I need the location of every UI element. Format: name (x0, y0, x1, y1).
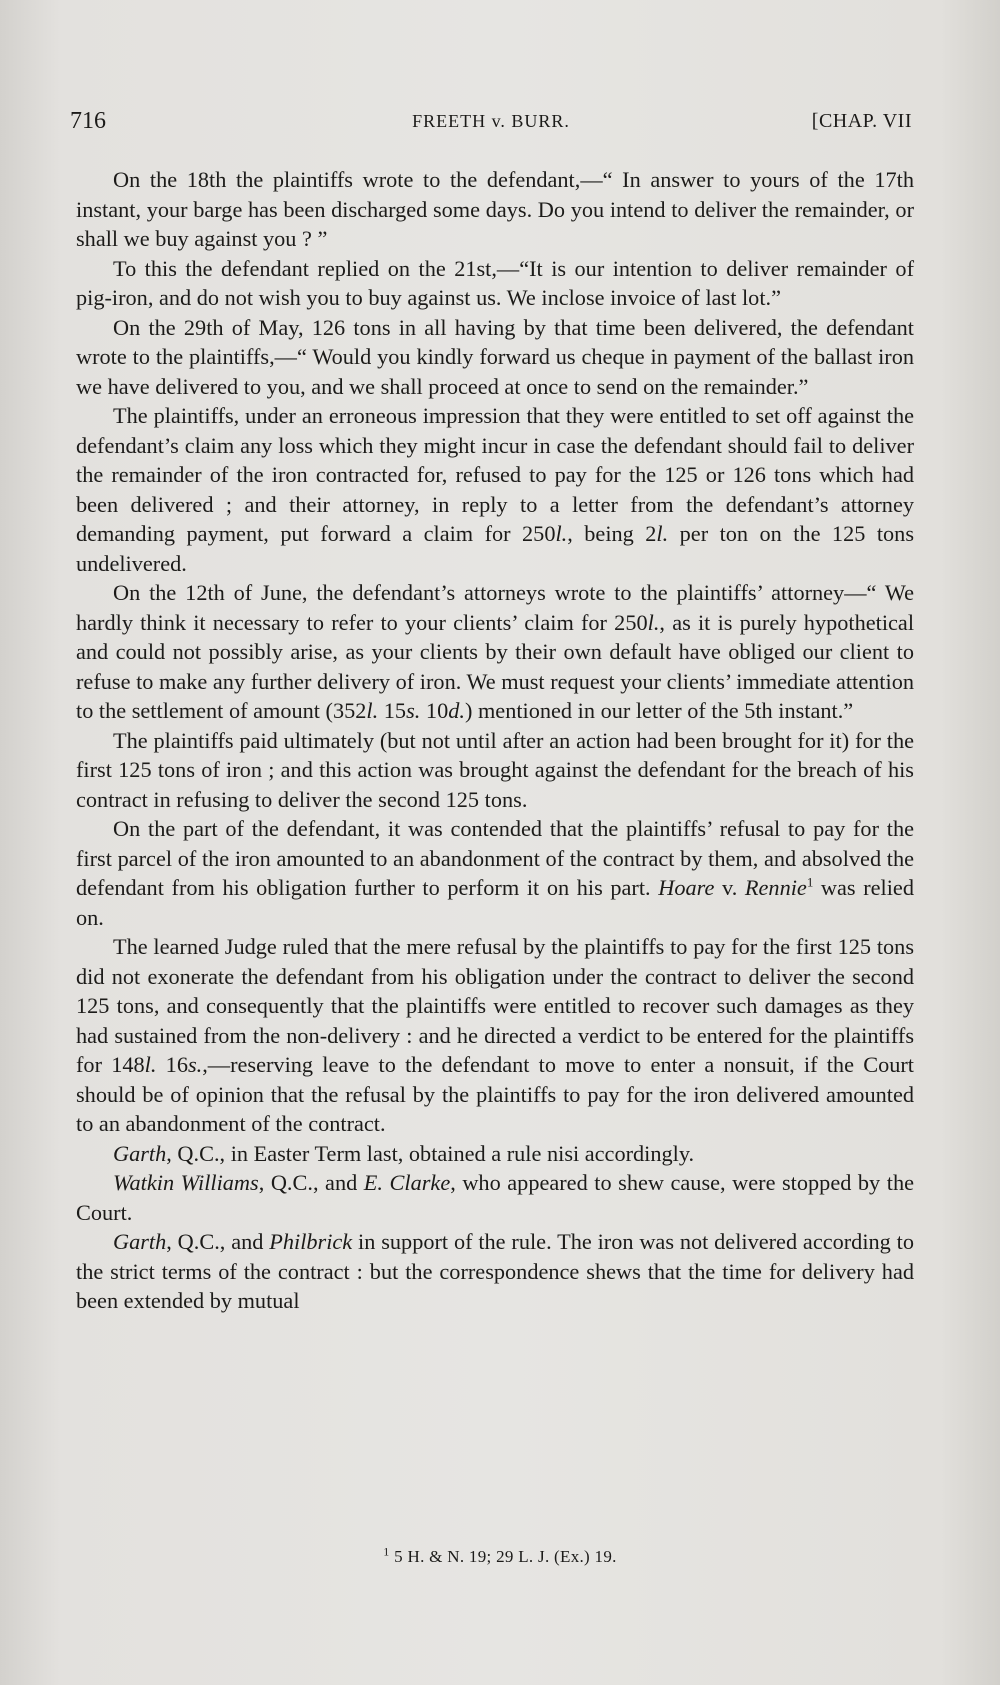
italic-text: s. (187, 1052, 203, 1077)
text-run: was relied on. (76, 875, 914, 930)
paragraph (76, 814, 914, 932)
paragraph (76, 313, 914, 402)
chapter-label: [CHAP. VII (811, 110, 912, 132)
paragraph (76, 726, 914, 815)
italic-text: E. Clarke (363, 1170, 451, 1195)
paragraph (76, 932, 914, 1139)
italic-text: Garth (113, 1140, 167, 1166)
italic-text: Garth (113, 1229, 167, 1254)
text-run: ,—reserving leave to the defendant to move to enter a nonsuit, if the Court should be of opinion that the refusal by the plaintiffs to pay for the iron delivered amounted to an abandonment of the contract. (76, 1052, 914, 1136)
paragraph (76, 165, 914, 254)
text-run: The learned Judge ruled that the mere refusal by the plaintiffs to pay for the first 125 tons did not exonerate the defendant from his obligation under the contract to deliver the second 125 tons, and consequently that the plaintiffs were entitled to recover such damages as they had sustained from the non-delivery : and he directed a verdict to be entered for the plaintiffs for 148 (76, 934, 914, 1077)
italic-text: l. (555, 521, 568, 546)
running-title: FREETH v. BURR. (412, 111, 570, 131)
running-head (70, 108, 912, 140)
text-run: per ton on the 125 tons undelivered. (76, 521, 914, 576)
text-run: , being 2 (567, 521, 657, 546)
text-run: On the 18th the plaintiffs wrote to the defendant,—“ In answer to yours of the 17th instant, your barge has been discharged some days. Do you intend to deliver the remainder, or shall we buy against you ? ” (76, 167, 914, 251)
italic-text: Watkin Williams (113, 1170, 259, 1195)
text-run: On the 29th of May, 126 tons in all having by that time been delivered, the defendant wrote to the plaintiffs,—“ Would you kindly forward us cheque in payment of the ballast iron we have delivered to you, and we shall proceed at once to send on the remainder.” (76, 314, 914, 399)
italic-text: Rennie (744, 875, 807, 900)
footnote (0, 1544, 1000, 1567)
italic-text: l. (144, 1052, 157, 1077)
italic-text: l. (366, 698, 379, 723)
text-run: , who appeared to shew cause, were stopped by the Court. (76, 1170, 914, 1225)
paragraph (76, 1227, 914, 1316)
body-text (76, 165, 914, 1316)
paragraph (76, 1168, 914, 1227)
text-run: To this the defendant replied on the 21st,—“It is our intention to deliver remainder of pig-iron, and do not wish you to buy against us. We inclose invoice of last lot.” (76, 255, 914, 310)
text-run: 16 (156, 1052, 188, 1077)
text-run: The plaintiffs, under an erroneous impression that they were entitled to set off against the defendant’s claim any loss which they might incur in case the defendant should fail to deliver the remainder of the iron contracted for, refused to pay for the 125 or 126 tons which had been delivered ; and their attorney, in reply to a letter from the defendant’s attorney demanding payment, put forward a claim for 250 (76, 403, 914, 546)
text-run: v. (714, 875, 745, 900)
paragraph (76, 401, 914, 578)
italic-text: s. (406, 698, 421, 723)
paragraph (76, 1139, 914, 1169)
italic-text: l. (656, 521, 669, 546)
text-run: 10 (420, 698, 449, 723)
italic-text: Hoare (658, 875, 715, 900)
footnote-reference: 1 (806, 874, 814, 890)
text-run: The plaintiffs paid ultimately (but not until after an action had been brought for it) for the first 125 tons of iron ; and this action was brought against the defendant for the breach of his contract in refusing to deliver the second 125 tons. (76, 727, 914, 812)
italic-text: l. (647, 609, 660, 635)
footnote-text: 5 H. & N. 19; 29 L. J. (Ex.) 19. (389, 1547, 617, 1566)
text-run: On the 12th of June, the defendant’s attorneys wrote to the plaintiffs’ attorney—“ We hardly think it necessary to refer to your clients’ claim for 250 (76, 580, 914, 635)
text-run: On the part of the defendant, it was contended that the plaintiffs’ refusal to pay for the first parcel of the iron amounted to an abandonment of the contract by them, and absolved the defendant from his obligation further to perform it on his part. (76, 816, 914, 900)
text-run: ) mentioned in our letter of the 5th instant.” (464, 698, 854, 723)
text-run: , Q.C., and (166, 1229, 270, 1254)
italic-text: d. (448, 698, 465, 723)
italic-text: Philbrick (269, 1229, 353, 1254)
page-number: 716 (70, 108, 106, 134)
text-run: in support of the rule. The iron was not delivered according to the strict terms of the contract : but the correspondence shews that the time for delivery had been extended by mutual (76, 1229, 914, 1313)
text-run: , as it is purely hypothetical and could not possibly arise, as your clients by their own default have obliged our client to refuse to make any further delivery of iron. We must request your clients’ immediate attention to the settlement of amount (352 (76, 609, 915, 723)
text-run: , Q.C., and (258, 1170, 364, 1195)
footnote-marker: 1 (383, 1544, 390, 1559)
text-run: 15 (378, 698, 407, 723)
paragraph (76, 254, 914, 313)
paragraph (76, 578, 914, 726)
text-run: , Q.C., in Easter Term last, obtained a rule nisi accordingly. (166, 1140, 695, 1166)
